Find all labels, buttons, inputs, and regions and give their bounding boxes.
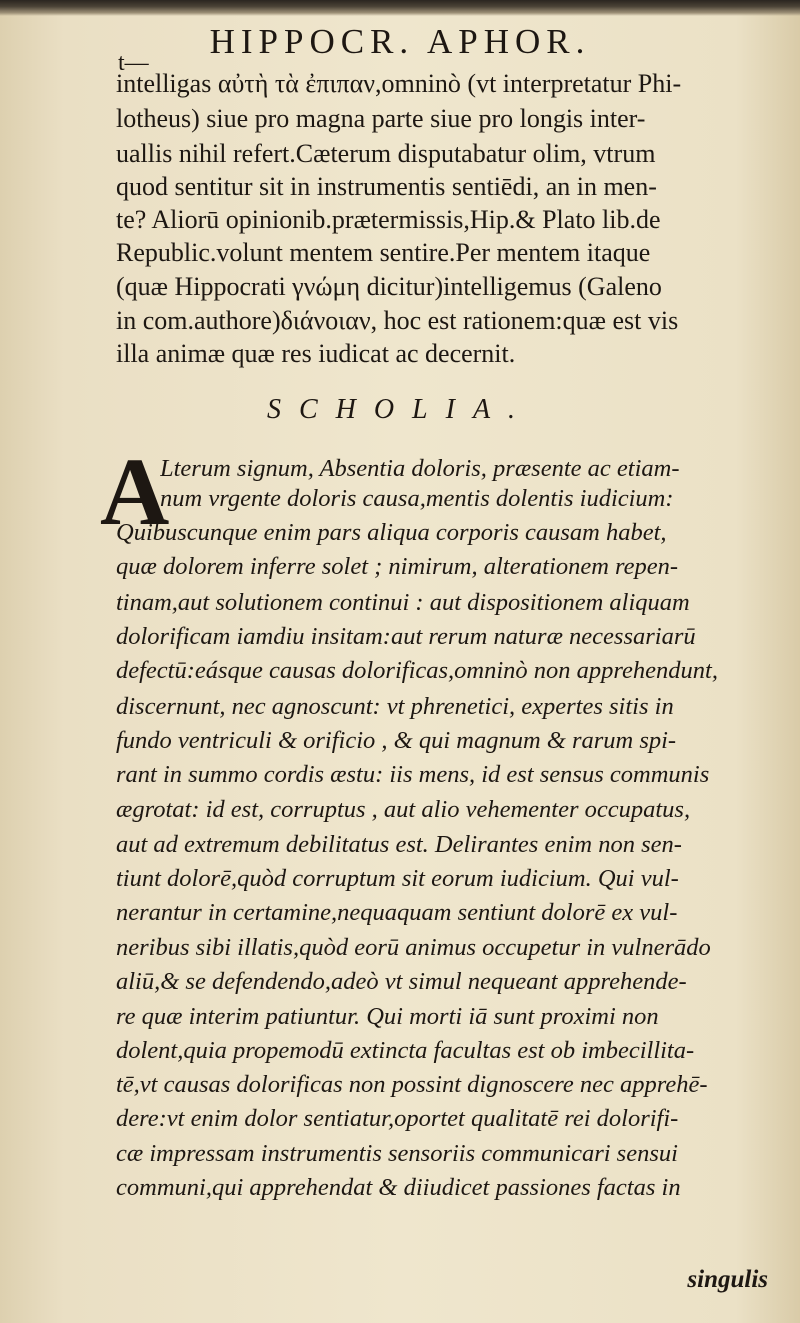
text-line: fundo ventriculi & orificio , & qui magnum & rarum spi-: [116, 727, 677, 754]
text-line: Quibuscunque enim pars aliqua corporis causam habet,: [116, 519, 667, 546]
text-line: quod sentitur sit in instrumentis sentiēdi, an in men-: [116, 172, 657, 201]
text-line: uallis nihil refert.Cæterum disputabatur olim, vtrum: [116, 139, 656, 168]
section-heading: SCHOLIA.: [266, 394, 534, 425]
text-line: te? Aliorū opinionib.prætermissis,Hip.& Plato lib.de: [116, 205, 661, 234]
text-line: Republic.volunt mentem sentire.Per mentem itaque: [116, 238, 651, 267]
text-line: nerantur in certamine,nequaquam sentiunt dolorē ex vul-: [116, 899, 678, 926]
text-line: tē,vt causas dolorificas non possint dignoscere nec apprehē-: [116, 1071, 708, 1098]
page-top-edge: [0, 0, 800, 16]
text-line: aliū,& se defendendo,adeò vt simul nequeant apprehende-: [116, 968, 687, 995]
text-line: num vrgente doloris causa,mentis dolentis iudicium:: [160, 485, 674, 512]
running-title: HIPPOCR. APHOR.: [209, 22, 591, 61]
text-line: (quæ Hippocrati γνώμη dicitur)intelligemus (Galeno: [116, 272, 662, 301]
signature-mark: t—: [118, 50, 149, 76]
text-line: neribus sibi illatis,quòd eorū animus occupetur in vulnerādo: [116, 934, 711, 961]
catchword: singulis: [687, 1266, 768, 1293]
text-line: re quæ interim patiuntur. Qui morti iā sunt proximi non: [116, 1003, 659, 1030]
text-line: intelligas αὐτὴ τὰ ἐπιπαν,omninò (vt interpretatur Phi-: [116, 69, 682, 98]
text-line: aut ad extremum debilitatus est. Delirantes enim non sen-: [116, 831, 682, 858]
text-line: ægrotat: id est, corruptus , aut alio vehementer occupatus,: [116, 796, 691, 823]
text-line: dolorificam iamdiu insitam:aut rerum naturæ necessariarū: [116, 623, 696, 650]
text-line: rant in summo cordis æstu: iis mens, id est sensus communis: [116, 761, 710, 788]
text-line: discernunt, nec agnoscunt: vt phrenetici, expertes sitis in: [116, 693, 674, 720]
text-line: defectū:eásque causas dolorificas,omninò non apprehendunt,: [116, 657, 718, 684]
text-line: communi,qui apprehendat & diiudicet passiones factas in: [116, 1174, 681, 1201]
text-line: dolent,quia propemodū extincta facultas est ob imbecillita-: [116, 1037, 695, 1064]
text-line: tiunt dolorē,quòd corruptum sit eorum iudicium. Qui vul-: [116, 865, 679, 892]
text-line: Lterum signum, Absentia doloris, præsente ac etiam-: [160, 455, 680, 482]
drop-cap: A: [100, 438, 170, 545]
text-line: dere:vt enim dolor sentiatur,oportet qualitatē rei dolorifi-: [116, 1105, 679, 1132]
text-line: in com.authore)διάνοιαν, hoc est rationem:quæ est vis: [116, 306, 679, 335]
text-line: quæ dolorem inferre solet ; nimirum, alterationem repen-: [116, 553, 679, 580]
text-line: cæ impressam instrumentis sensoriis communicari sensui: [116, 1140, 678, 1167]
text-line: illa animæ quæ res iudicat ac decernit.: [116, 339, 516, 368]
text-line: tinam,aut solutionem continui : aut dispositionem aliquam: [116, 589, 690, 616]
text-line: lotheus) siue pro magna parte siue pro longis inter-: [116, 104, 646, 133]
